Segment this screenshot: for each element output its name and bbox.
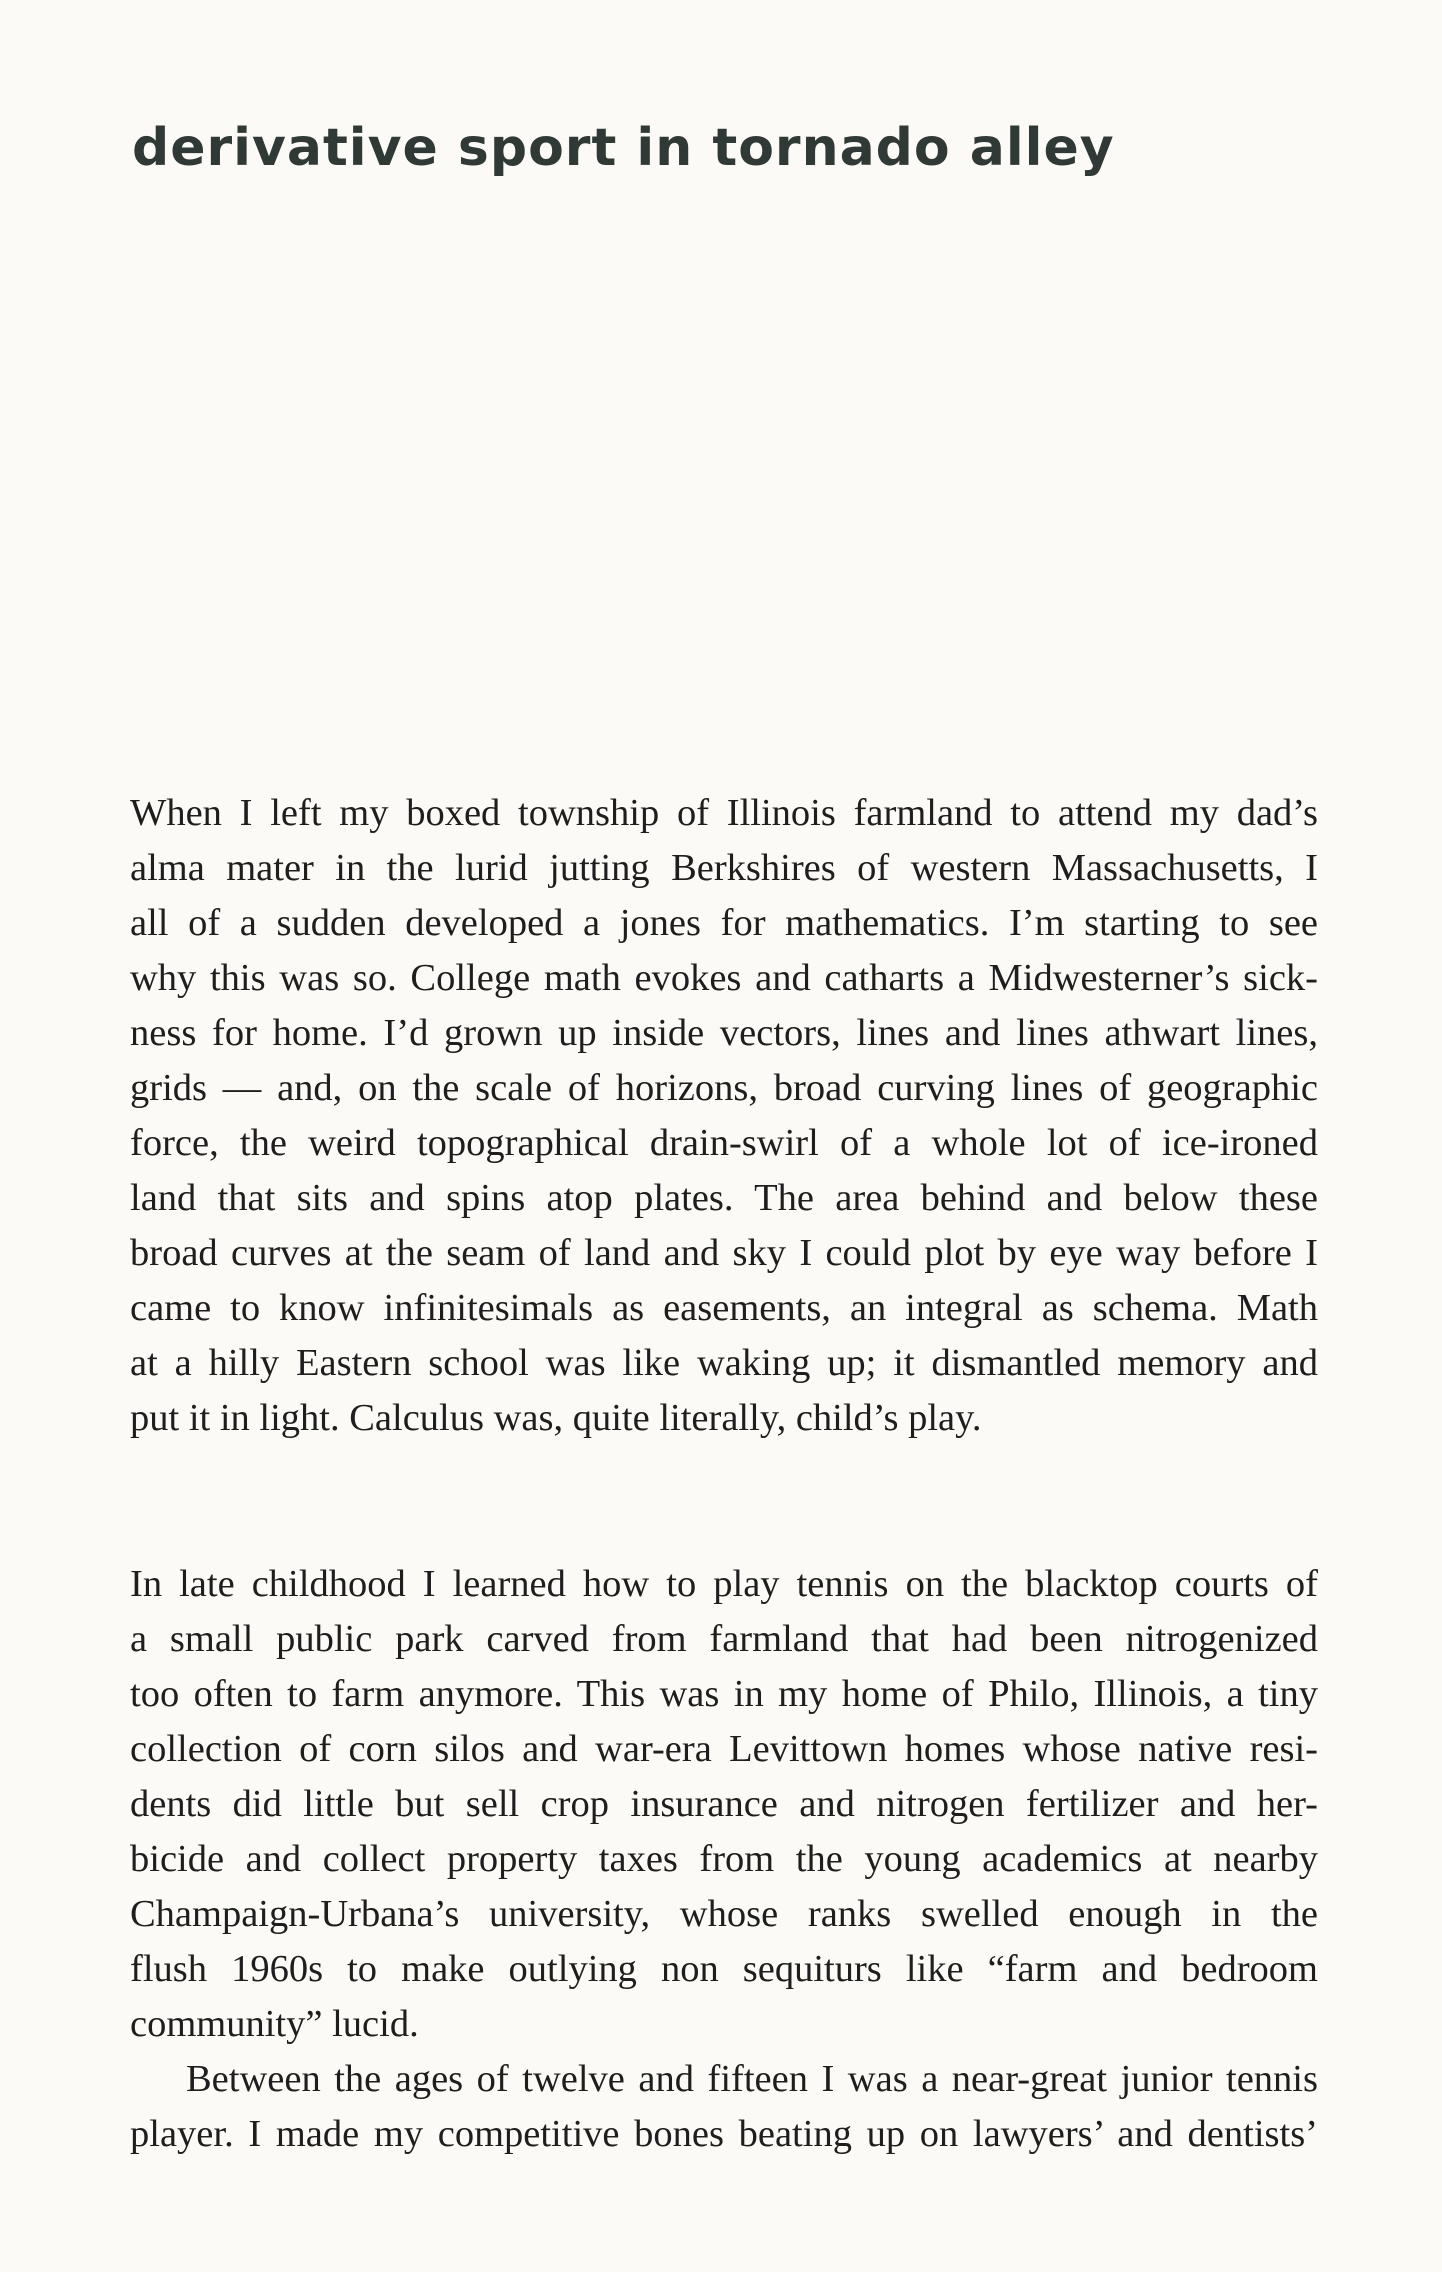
text-line: put it in light. Calculus was, quite literally, child’s play. [130, 1397, 982, 1439]
text-line: ness for home. I’d grown up inside vectors, lines and lines athwart lines, [130, 1012, 1318, 1054]
text-line: In late childhood I learned how to play tennis on the blacktop courts of [130, 1563, 1318, 1605]
text-line: When I left my boxed township of Illinois farmland to attend my dad’s [130, 792, 1318, 834]
text-line: came to know infinitesimals as easements, an integral as schema. Math [130, 1287, 1318, 1329]
text-line: grids — and, on the scale of horizons, broad curving lines of geographic [130, 1067, 1318, 1109]
text-line: at a hilly Eastern school was like waking up; it dismantled memory and [130, 1342, 1318, 1384]
text-line: bicide and collect property taxes from the young academics at nearby [130, 1838, 1318, 1880]
paragraph-math [130, 786, 1318, 1446]
paragraph-junior-tennis [130, 2052, 1318, 2162]
text-line: player. I made my competitive bones beating up on lawyers’ and dentists’ [130, 2113, 1318, 2155]
text-line: force, the weird topographical drain-swirl of a whole lot of ice-ironed [130, 1122, 1318, 1164]
tennis-section [130, 1557, 1318, 2162]
chapter-title: derivative sport in tornado alley [132, 118, 1115, 178]
text-line: Between the ages of twelve and fifteen I was a near-great junior tennis [186, 2058, 1318, 2100]
text-line: why this was so. College math evokes and catharts a Midwesterner’s sick- [130, 957, 1318, 999]
text-line: collection of corn silos and war-era Levittown homes whose native resi- [130, 1728, 1318, 1770]
text-line: a small public park carved from farmland that had been nitrogenized [130, 1618, 1318, 1660]
text-line: community” lucid. [130, 2003, 419, 2045]
opening-section [130, 786, 1318, 1446]
text-line: all of a sudden developed a jones for mathematics. I’m starting to see [130, 902, 1318, 944]
text-line: too often to farm anymore. This was in my home of Philo, Illinois, a tiny [130, 1673, 1318, 1715]
paragraph-tennis-childhood [130, 1557, 1318, 2052]
text-line: alma mater in the lurid jutting Berkshires of western Massachusetts, I [130, 847, 1318, 889]
text-line: land that sits and spins atop plates. The area behind and below these [130, 1177, 1318, 1219]
text-line: broad curves at the seam of land and sky I could plot by eye way before I [130, 1232, 1318, 1274]
text-line: dents did little but sell crop insurance and nitrogen fertilizer and her- [130, 1783, 1318, 1825]
text-line: flush 1960s to make outlying non sequiturs like “farm and bedroom [130, 1948, 1318, 1990]
text-line: Champaign-Urbana’s university, whose ranks swelled enough in the [130, 1893, 1318, 1935]
